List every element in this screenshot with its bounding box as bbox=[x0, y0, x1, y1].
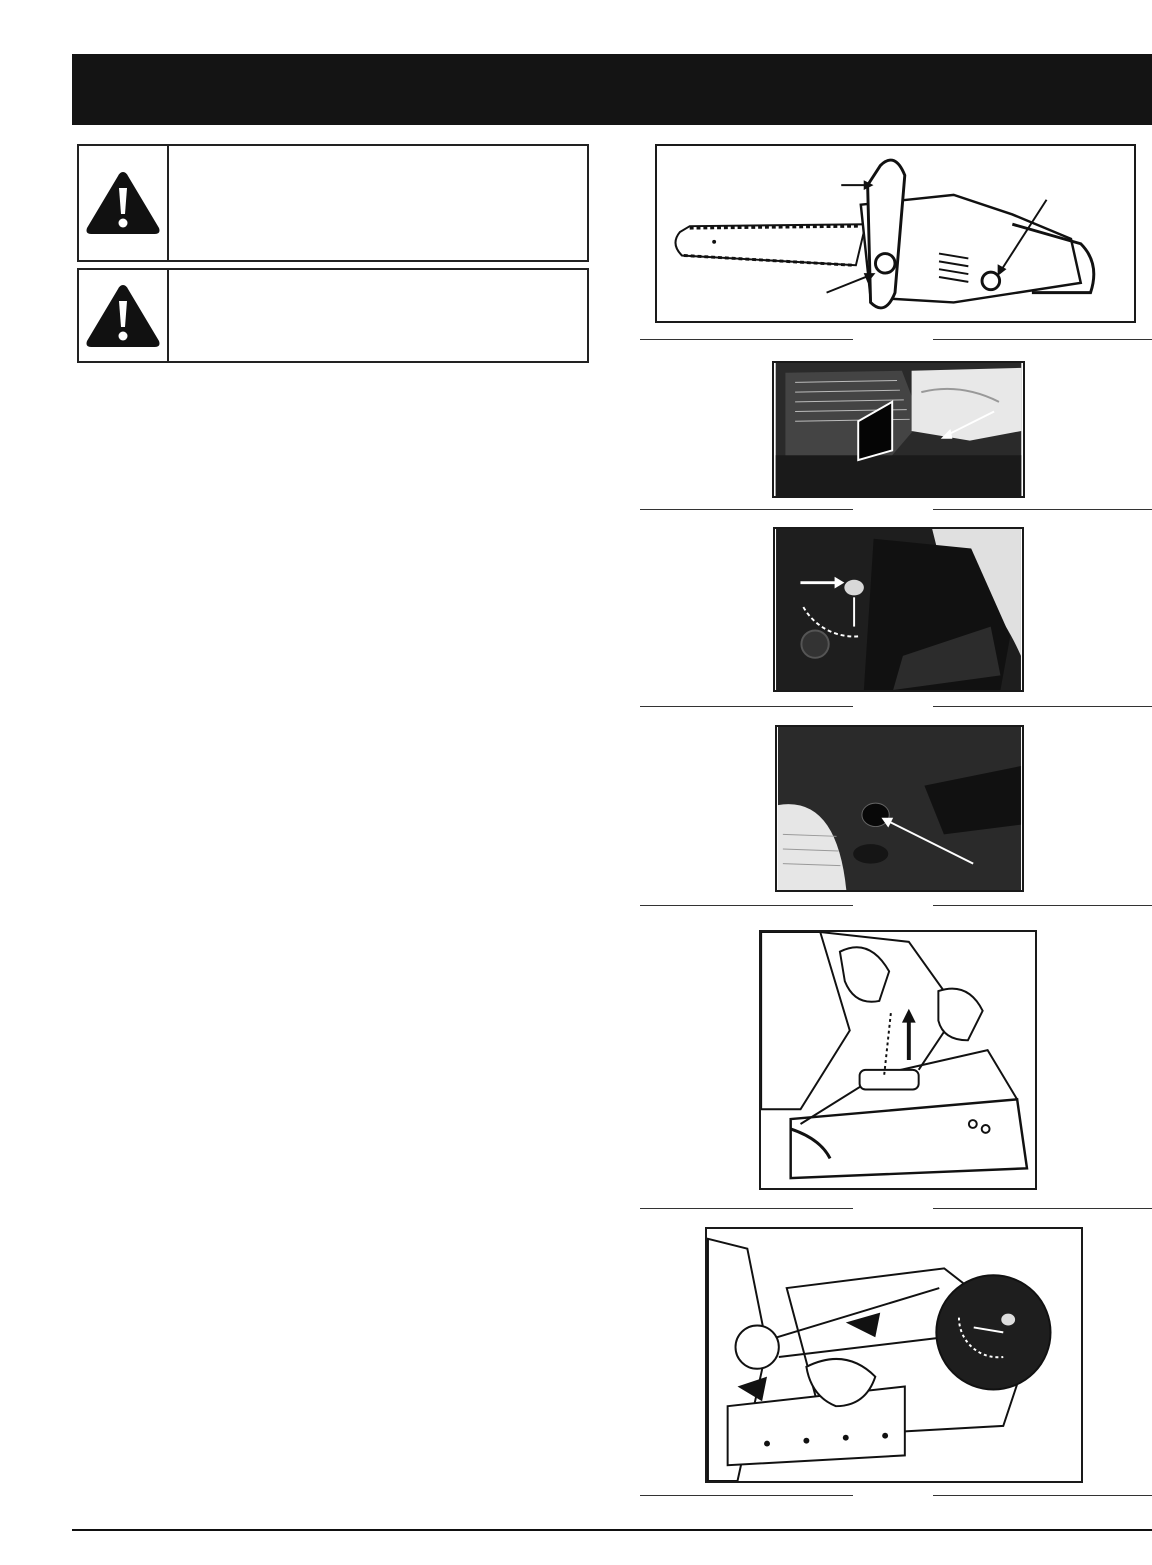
caption-rule-left bbox=[640, 905, 853, 906]
warning-box-1 bbox=[77, 144, 589, 262]
figure-chain-brake-detail bbox=[705, 1227, 1083, 1483]
caption-rule-left bbox=[640, 1495, 853, 1496]
figure-starting-pull-cord bbox=[759, 930, 1037, 1190]
warning-text bbox=[169, 146, 587, 260]
figure-primer-bulb bbox=[775, 725, 1024, 892]
caption-rule-right bbox=[933, 1495, 1152, 1496]
caption-rule-left bbox=[640, 509, 853, 510]
caption-rule-right bbox=[933, 1208, 1152, 1209]
warning-icon-cell bbox=[79, 146, 169, 260]
footer-rule bbox=[72, 1529, 1152, 1531]
warning-box-2 bbox=[77, 268, 589, 363]
figure-choke-lever bbox=[773, 527, 1024, 692]
caption-rule-right bbox=[933, 509, 1152, 510]
warning-triangle-icon bbox=[85, 283, 161, 349]
warning-triangle-icon bbox=[85, 170, 161, 236]
caption-rule-left bbox=[640, 706, 853, 707]
caption-rule-left bbox=[640, 1208, 853, 1209]
caption-rule-right bbox=[933, 706, 1152, 707]
warning-text bbox=[169, 270, 587, 361]
caption-rule-left bbox=[640, 339, 853, 340]
caption-rule-right bbox=[933, 339, 1152, 340]
warning-icon-cell bbox=[79, 270, 169, 361]
section-header bbox=[72, 54, 1152, 125]
caption-rule-right bbox=[933, 905, 1152, 906]
figure-air-filter-cover bbox=[772, 361, 1025, 498]
figure-chainsaw-side-view bbox=[655, 144, 1136, 323]
